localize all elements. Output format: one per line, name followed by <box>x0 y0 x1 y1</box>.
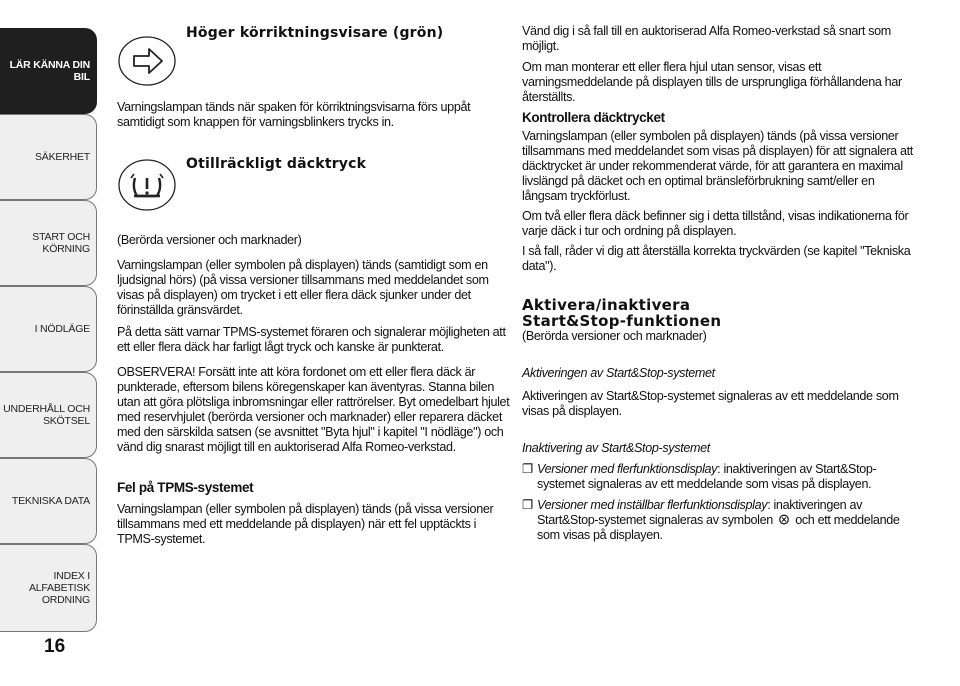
heading-tpms-fault: Fel på TPMS-systemet <box>117 480 254 495</box>
paragraph: Aktiveringen av Start&Stop-systemet signaleras av ett meddelande som visas på displayen. <box>522 389 899 418</box>
warning-paragraph: OBSERVERA! Forsätt inte att köra fordonet om ett eller flera däck är punkterade, eftersom bilens köregenskaper kan äventyras. Stanna bilen utan att göra plötsliga inbromsningar eller rattrörelser. Byt omedelbart hjulet med reservhjulet (berörda versioner och marknader) eller reparera däcket med den särskilda satsen (se avsnittet "Byta hjul" i kapitel "I nödläge") och vänd dig snarast möjligt till en auktoriserad Alfa Romeo-verkstad. <box>117 365 510 454</box>
paragraph: Varningslampan (eller symbolen på displayen) tänds (samtidigt som en ljudsignal hörs) (på vissa versioner tillsammans med meddelandet som visas på displayen) om trycket i ett eller flera däck sjunker under det förinställda gränsvärdet. <box>117 258 489 317</box>
paragraph: I så fall, råder vi dig att återställa korrekta tryckvärden (se kapitel "Tekniska data"). <box>522 244 911 273</box>
tab-sakerhet[interactable]: SÄKERHET <box>0 114 97 200</box>
right-column <box>522 24 922 543</box>
paragraph: Om två eller flera däck befinner sig i detta tillstånd, visas indikationerna för varje däck i tur och ordning på displayen. <box>522 209 909 238</box>
paragraph: (Berörda versioner och marknader) <box>522 329 707 343</box>
list-item: ❐ Versioner med inställbar flerfunktionsdisplay: inaktiveringen av Start&Stop-systemet signaleras av symbolen och ett meddelande som visas på displayen. <box>522 498 900 542</box>
tab-underhall-och-skotsel[interactable]: UNDERHÅLL OCH SKÖTSEL <box>0 372 97 458</box>
start-stop-off-icon <box>777 514 791 525</box>
left-column-lower <box>117 233 513 547</box>
heading-low-tire-pressure: Otillräckligt däcktryck <box>186 156 367 172</box>
paragraph: Varningslampan (eller symbolen på displayen) tänds (på vissa versioner tillsammans med meddelandet som visas på displayen) för att signalera att däcktrycket är under rekommenderat värde, för att garantera en maximal livslängd på däcket och en optimal bränsleförbrukning samt/eller en långsam tryckförlust. <box>522 129 913 203</box>
paragraph: Vänd dig i så fall till en auktoriserad Alfa Romeo-verkstad så snart som möjligt. <box>522 24 891 53</box>
turn-signal-right-icon <box>117 35 177 92</box>
tab-tekniska-data[interactable]: TEKNISKA DATA <box>0 458 97 544</box>
page-number: 16 <box>44 636 66 657</box>
subheading-deactivation: Inaktivering av Start&Stop-systemet <box>522 441 710 455</box>
heading-turn-signal: Höger körriktningsvisare (grön) <box>186 25 444 41</box>
checkbox-bullet-icon: ❐ <box>522 498 533 512</box>
paragraph: Varningslampan tänds när spaken för körriktningsvisarna förs uppåt samtidigt som knappen för varningsblinkers trycks in. <box>117 100 471 129</box>
left-column-upper <box>117 100 513 130</box>
tire-pressure-icon <box>117 158 177 217</box>
paragraph: Varningslampan (eller symbolen på displayen) tänds (på vissa versioner tillsammans med ett meddelande på displayen) när ett fel upptäckts i TPMS-systemet. <box>117 502 494 546</box>
paragraph: På detta sätt varnar TPMS-systemet föraren och signalerar möjligheten att ett eller flera däck har farligt lågt tryck och kanske är punkterat. <box>117 325 506 354</box>
tab-i-nodlage[interactable]: I NÖDLÄGE <box>0 286 97 372</box>
paragraph: (Berörda versioner och marknader) <box>117 233 302 247</box>
tab-index[interactable]: INDEX I ALFABETISK ORDNING <box>0 544 97 632</box>
heading-start-stop: Aktivera/inaktivera Start&Stop-funktionen <box>522 296 722 330</box>
heading-check-tire-pressure: Kontrollera däcktrycket <box>522 110 665 125</box>
checkbox-bullet-icon: ❐ <box>522 462 533 476</box>
subheading-activation: Aktiveringen av Start&Stop-systemet <box>522 366 715 380</box>
list-item: ❐ Versioner med flerfunktionsdisplay: inaktiveringen av Start&Stop-systemet signaleras av ett meddelande som visas på displayen. <box>522 462 877 491</box>
tab-start-och-korning[interactable]: START OCH KÖRNING <box>0 200 97 286</box>
tab-lar-kanna-din-bil[interactable]: LÄR KÄNNA DIN BIL <box>0 28 97 114</box>
paragraph: Om man monterar ett eller flera hjul utan sensor, visas ett varningsmeddelande på displayen tills de ursprungliga förhållandena har återställts. <box>522 60 902 104</box>
